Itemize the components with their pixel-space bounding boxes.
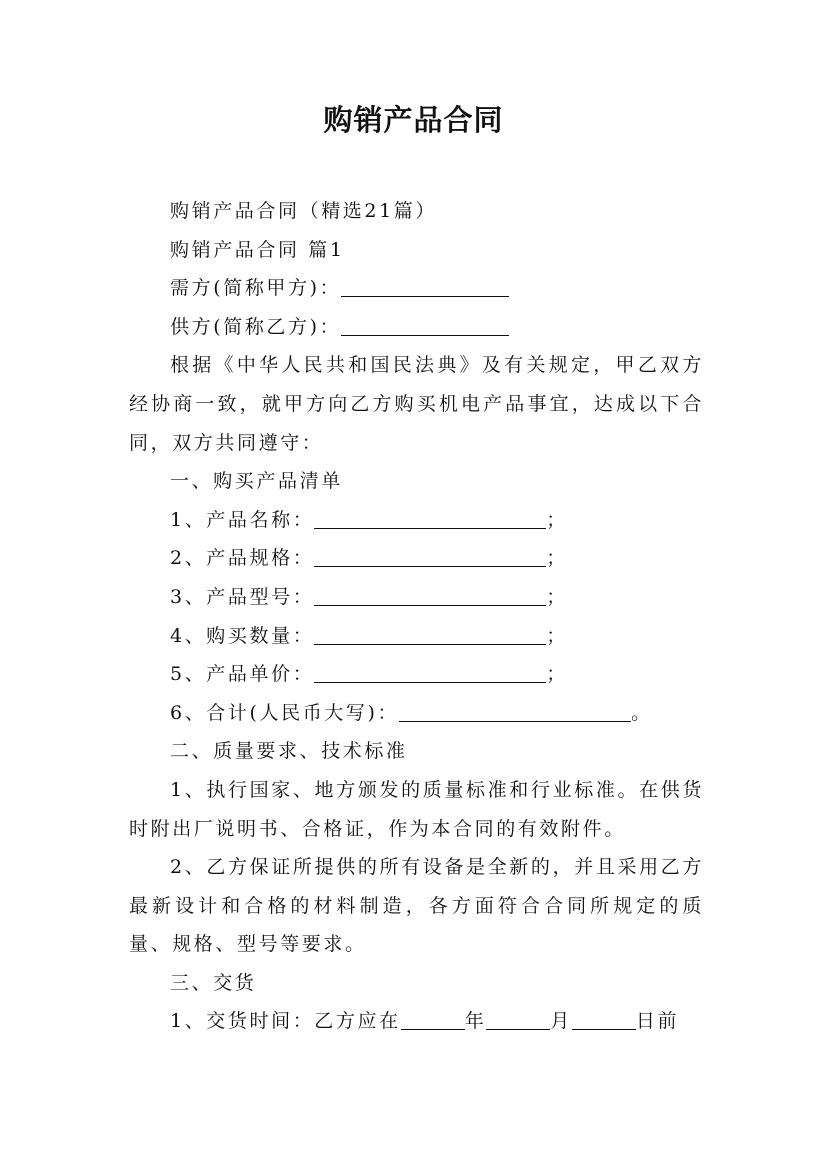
item-label: 3、产品型号： [170, 585, 315, 608]
part1-heading: 一、购买产品清单 [170, 470, 343, 493]
quality-paragraph-2: 2、乙方保证所提供的所有设备是全新的，并且采用乙方最新设计和合格的材料制造，各方面符合合同所规定的质量、规格、型号等要求。 [129, 856, 704, 956]
unit-price-blank [314, 660, 546, 683]
year-label: 年 [464, 1010, 487, 1033]
item-terminator: ； [546, 585, 568, 608]
day-blank [572, 1007, 636, 1030]
section-title: 购销产品合同 篇1 [170, 238, 345, 261]
item-total [129, 694, 704, 733]
item-product-model [129, 578, 704, 617]
part3-heading: 三、交货 [170, 971, 257, 994]
product-model-blank [314, 583, 546, 606]
product-spec-blank [314, 544, 546, 567]
item-terminator: 。 [631, 701, 653, 724]
supplier-line [129, 308, 704, 347]
item-terminator: ； [546, 663, 568, 686]
document-body [129, 192, 704, 1041]
buyer-blank [341, 274, 509, 297]
item-terminator: ； [546, 624, 568, 647]
delivery-prefix: 1、交货时间：乙方应在 [170, 1010, 401, 1033]
item-label: 1、产品名称： [170, 508, 315, 531]
year-blank [401, 1007, 465, 1030]
item-terminator: ； [546, 547, 568, 570]
total-blank [399, 699, 631, 722]
month-label: 月 [550, 1010, 572, 1033]
buyer-line [129, 269, 704, 308]
supplier-blank [341, 313, 509, 336]
item-label: 2、产品规格： [170, 547, 315, 570]
supplier-label: 供方(简称乙方)： [170, 315, 342, 338]
item-product-name [129, 501, 704, 540]
document-title: 购销产品合同 [323, 103, 504, 137]
part2-heading: 二、质量要求、技术标准 [170, 740, 408, 763]
item-product-spec [129, 539, 704, 578]
item-unit-price [129, 655, 704, 694]
buyer-label: 需方(简称甲方)： [170, 277, 342, 300]
item-quantity [129, 617, 704, 656]
item-label: 5、产品单价： [170, 663, 315, 686]
product-name-blank [314, 506, 546, 529]
item-terminator: ； [546, 508, 568, 531]
subtitle: 购销产品合同（精选21篇） [170, 200, 437, 222]
quantity-blank [314, 622, 546, 645]
intro-paragraph: 根据《中华人民共和国民法典》及有关规定，甲乙双方经协商一致，就甲方向乙方购买机电产品事宜，达成以下合同，双方共同遵守： [129, 354, 704, 454]
day-label: 日前 [635, 1010, 680, 1033]
delivery-time-line [129, 1002, 704, 1041]
month-blank [486, 1007, 550, 1030]
item-label: 6、合计(人民币大写)： [170, 701, 400, 724]
quality-paragraph-1: 1、执行国家、地方颁发的质量标准和行业标准。在供货时附出厂说明书、合格证，作为本合同的有效附件。 [129, 778, 704, 840]
item-label: 4、购买数量： [170, 624, 315, 647]
